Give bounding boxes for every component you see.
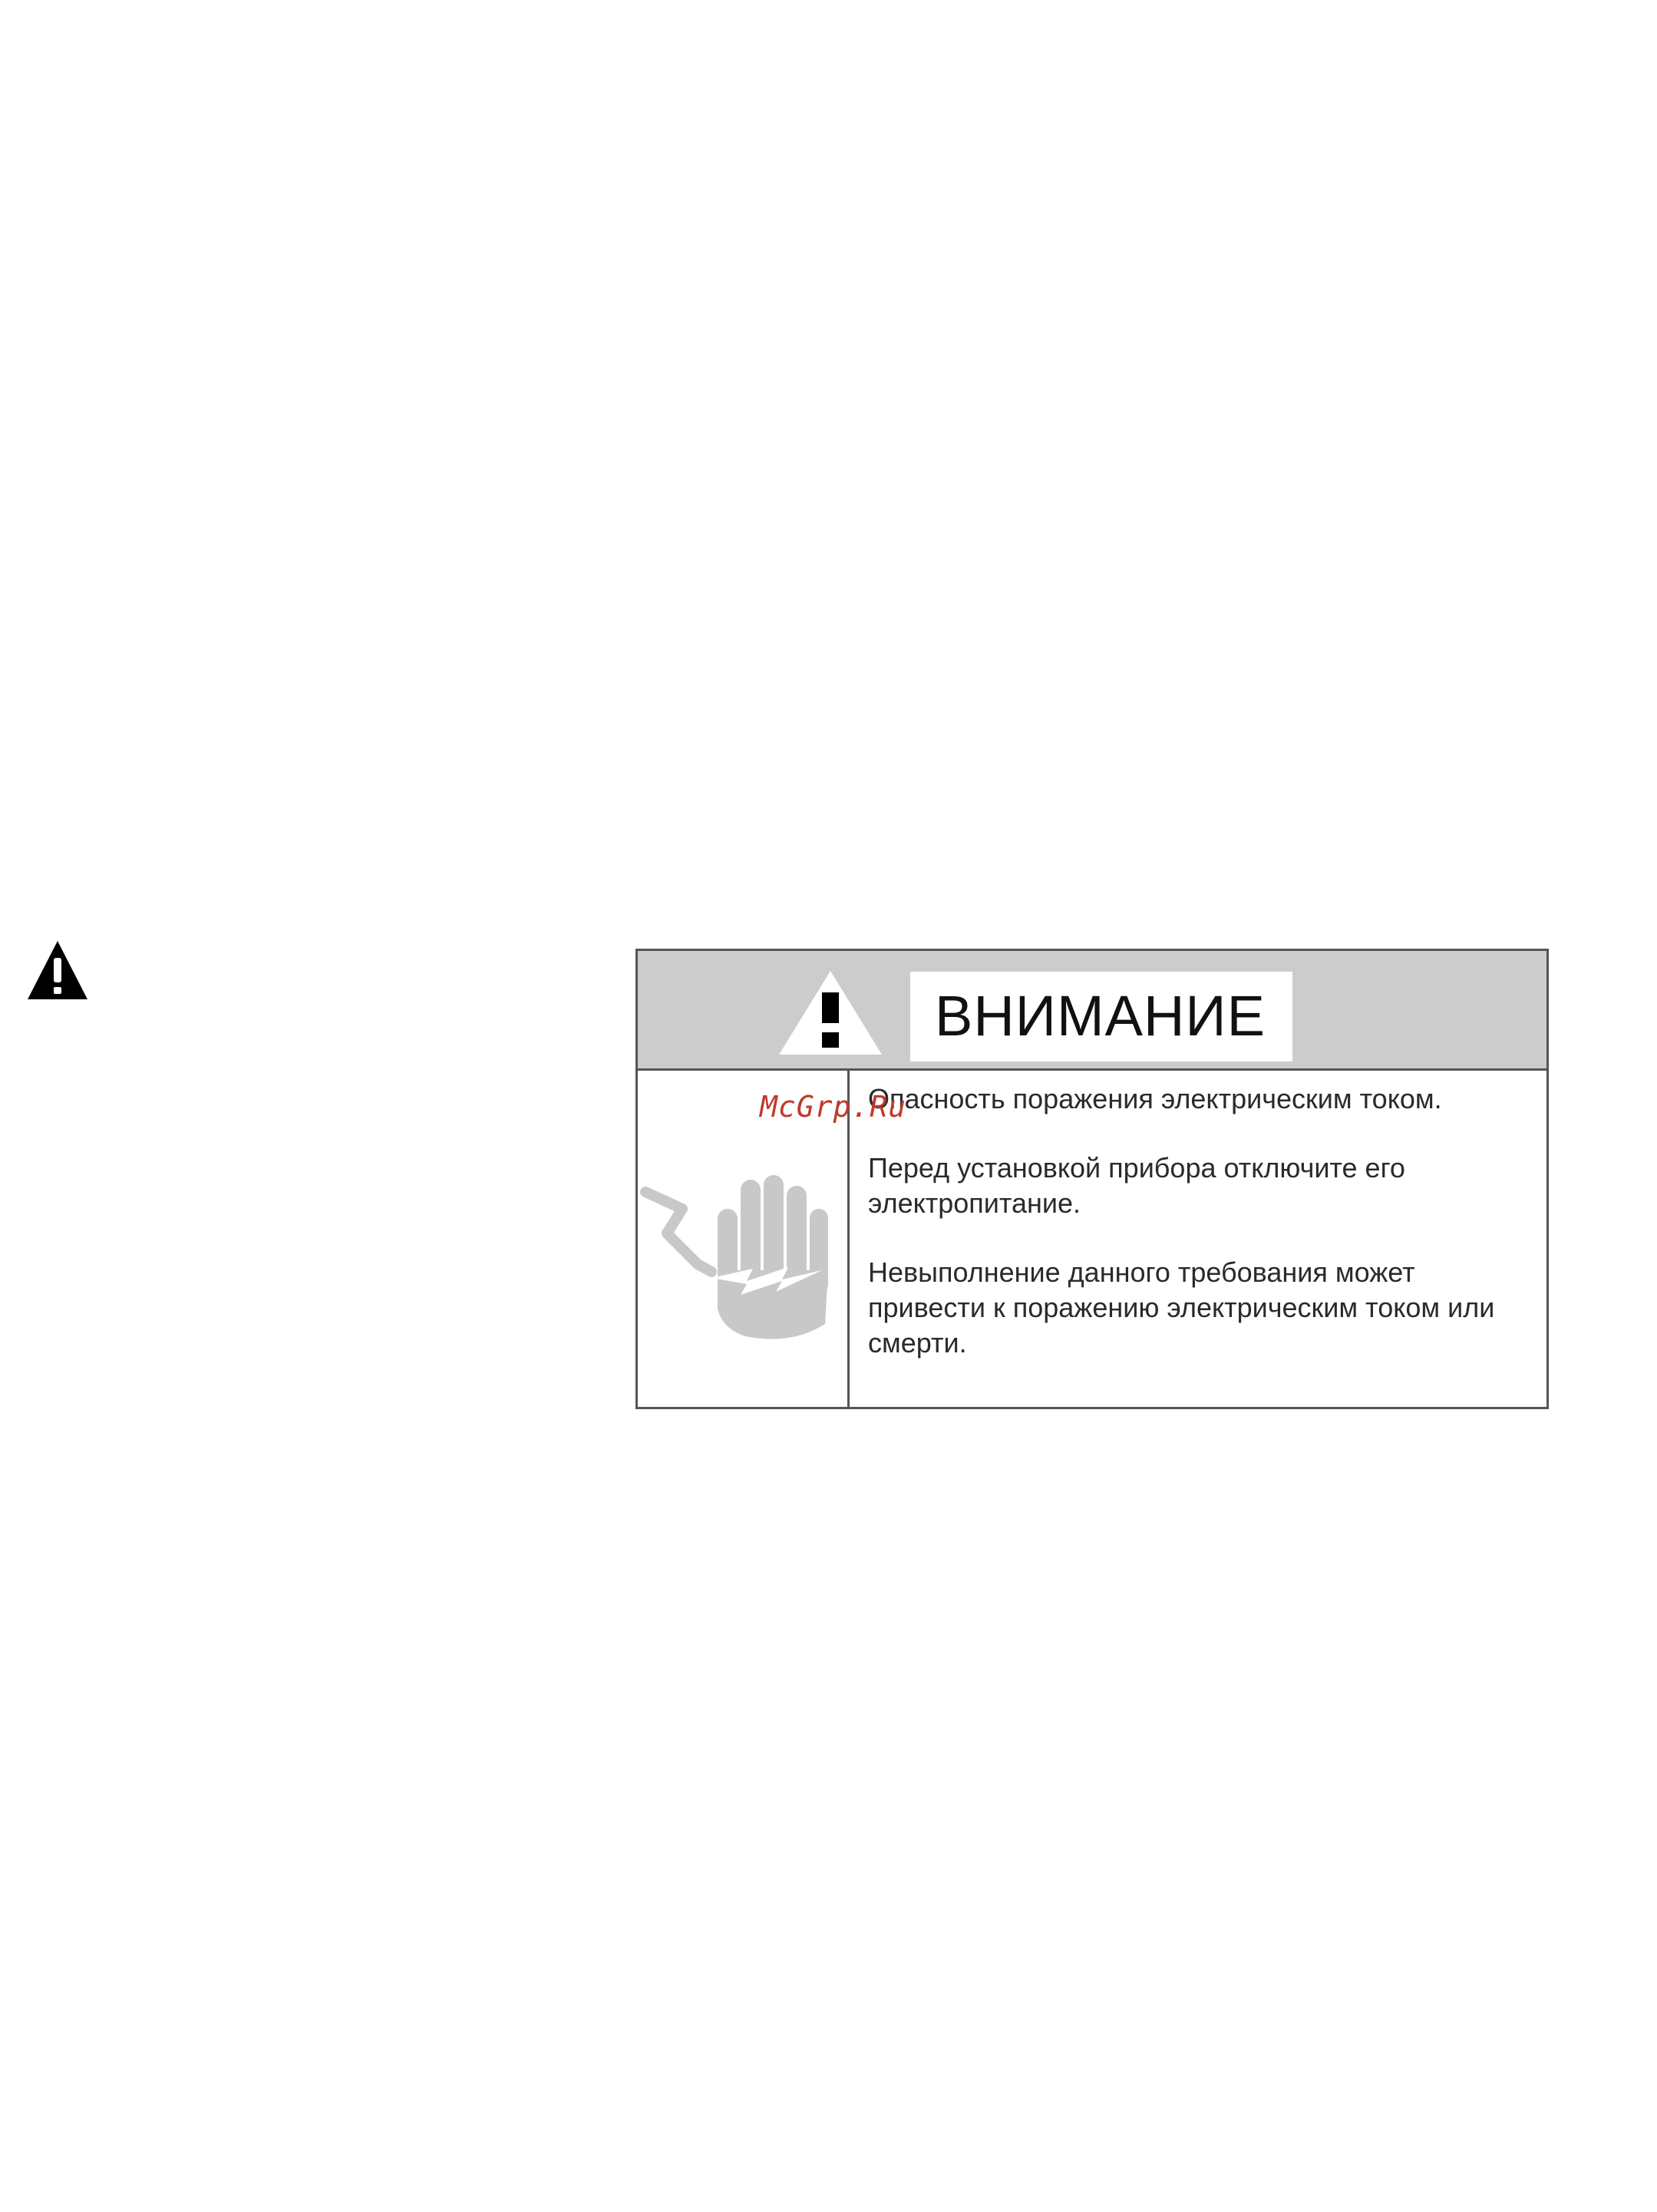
electric-shock-hand-icon [638,1163,847,1347]
notice-paragraph: Перед установкой прибора отключите его электропитание. [868,1152,1405,1219]
notice-title-box [910,972,1292,1061]
warning-notice [635,949,1549,1409]
warning-triangle-icon [26,939,89,1001]
watermark: McGrp.Ru [760,1090,907,1124]
notice-paragraph: Опасность поражения электрическим током. [868,1083,1442,1114]
notice-paragraph: Невыполнение данного требования может привести к поражению электрическим током или смерти. [868,1256,1495,1359]
warning-triangle-icon [777,969,883,1056]
notice-header [638,951,1546,1071]
notice-text [868,1081,1536,1395]
notice-title: ВНИМАНИЕ [935,984,1266,1048]
